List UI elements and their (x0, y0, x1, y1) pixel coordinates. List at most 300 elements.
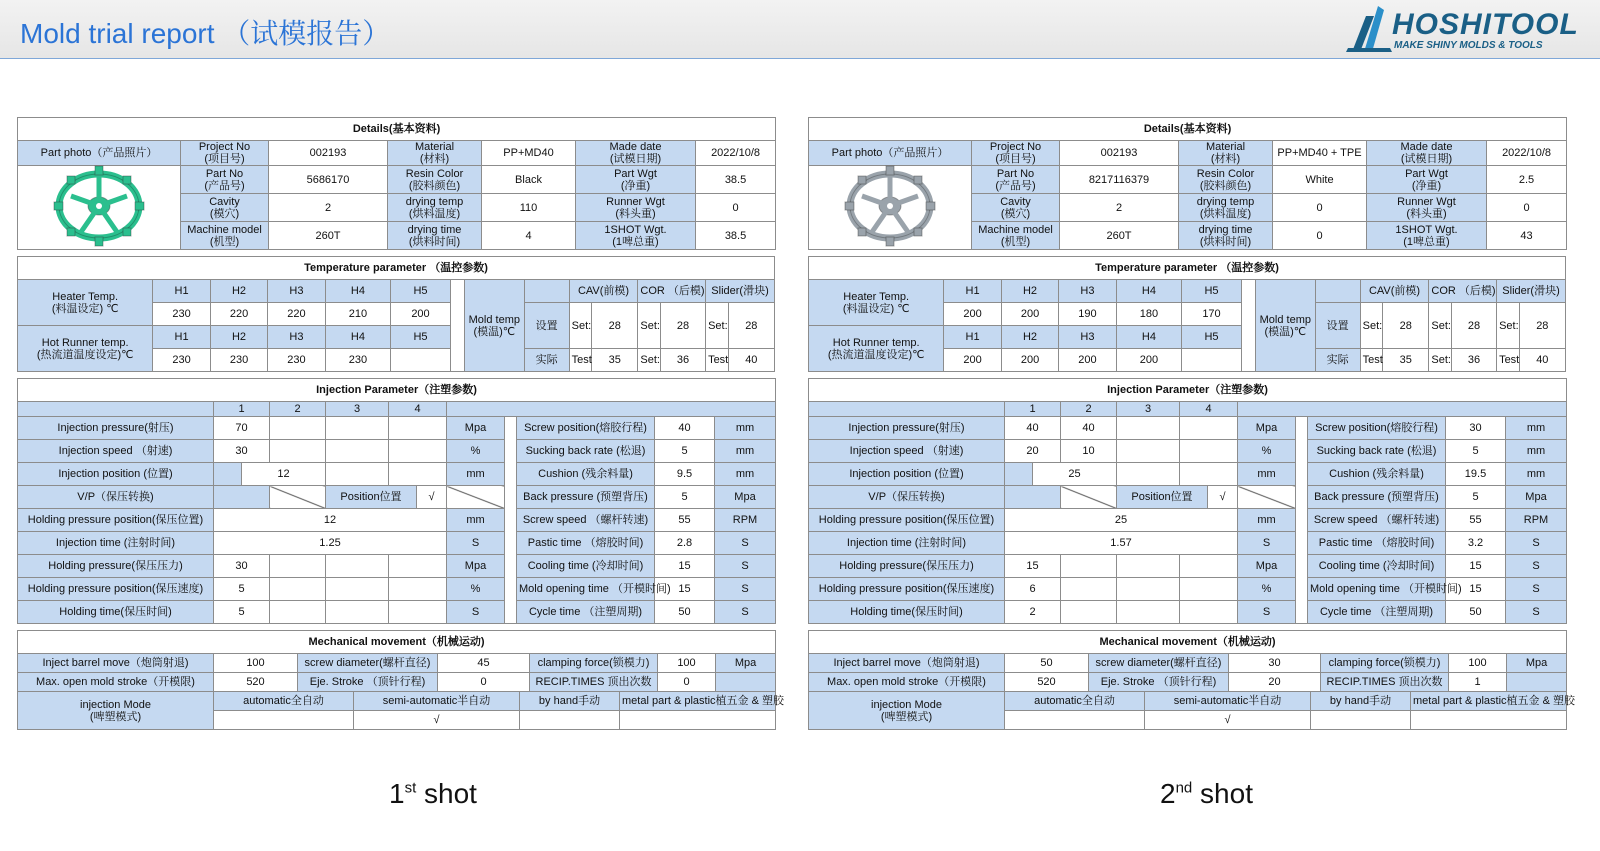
slider-test-label: Test (706, 349, 729, 372)
max-open-value: 520 (214, 673, 298, 692)
mode-hand-label: by hand手动 (1311, 692, 1411, 711)
hold-pos-unit: mm (1238, 509, 1296, 532)
inj-pressure-label: Injection pressure(射压) (809, 417, 1005, 440)
vp-label: V/P（保压转换) (809, 486, 1005, 509)
hold-time-label: Holding time(保压时间) (18, 601, 214, 624)
inj-pressure-3 (326, 417, 389, 440)
vp-check: √ (417, 486, 447, 509)
slider-actual-value: 40 (728, 349, 774, 372)
stage-2-header: 2 (1061, 402, 1117, 417)
open-time-unit: S (1506, 578, 1567, 601)
hold-time-3 (1117, 601, 1180, 624)
clamp-force-label: clamping force(锁模力) (1321, 654, 1449, 673)
resin-color-label: Resin Color (胶料颜色) (1179, 166, 1273, 194)
machine-model-label: Machine model (机型) (181, 222, 269, 250)
cor-header: COR （后模) (638, 280, 706, 303)
heater-h3-header: H3 (268, 280, 325, 303)
inj-mode-label: injection Mode (啤塑模式) (809, 692, 1005, 730)
clamp-force-label: clamping force(锁模力) (530, 654, 658, 673)
hold-pos-label: Holding pressure position(保压位置) (18, 509, 214, 532)
screw-pos-unit: mm (1506, 417, 1567, 440)
hold-pressure-unit: Mpa (1238, 555, 1296, 578)
inj-mode-label: injection Mode (啤塑模式) (18, 692, 214, 730)
cor-set-label: Set: (1429, 303, 1452, 349)
cor-actual-value: 36 (1451, 349, 1496, 372)
heater-temp-label: Heater Temp. (料温设定) ℃ (809, 280, 944, 326)
suck-back-value: 5 (1446, 440, 1506, 463)
mold-actual-label: 实际 (1315, 349, 1360, 372)
inj-position-3 (1180, 463, 1238, 486)
cav-header: CAV(前模) (569, 280, 638, 303)
hold-pressure-unit: Mpa (447, 555, 505, 578)
cor-set-label: Set: (638, 303, 661, 349)
resin-color-label: Resin Color (胶料颜色) (388, 166, 482, 194)
hot-runner-h5-header: H5 (1182, 326, 1241, 349)
stage-header-blank (18, 402, 214, 417)
mode-hand-check (520, 711, 620, 730)
hot-runner-h2-value: 230 (210, 349, 267, 372)
inj-speed-3 (1117, 440, 1180, 463)
drying-time-label: drying time (烘料时间) (388, 222, 482, 250)
hold-pressure-1: 30 (214, 555, 270, 578)
runner-wgt-label: Runner Wgt (料头重) (576, 194, 696, 222)
suck-back-value: 5 (655, 440, 715, 463)
cooling-time-label: Cooling time (冷却时间) (517, 555, 655, 578)
inj-spacer (1296, 417, 1308, 624)
hot-runner-h3-header: H3 (268, 326, 325, 349)
mode-auto-check (214, 711, 354, 730)
inj-pressure-4 (389, 417, 447, 440)
inj-speed-1: 30 (214, 440, 270, 463)
open-time-value: 15 (655, 578, 715, 601)
screw-pos-label: Screw position(熔胶行程) (1308, 417, 1446, 440)
part-photo-label: Part photo（产品照片） (809, 141, 972, 166)
stage-4-header: 4 (1180, 402, 1238, 417)
stage-header-rest (1238, 402, 1567, 417)
plastic-time-value: 3.2 (1446, 532, 1506, 555)
hot-runner-h4-header: H4 (325, 326, 391, 349)
cooling-time-value: 15 (655, 555, 715, 578)
heater-h4-header: H4 (325, 280, 391, 303)
heater-h2-value: 200 (1001, 303, 1058, 326)
hot-runner-h4-header: H4 (1116, 326, 1182, 349)
recip-label: RECIP.TIMES 顶出次数 (530, 673, 658, 692)
drying-time-value: 4 (482, 222, 576, 250)
brand-tagline: MAKE SHINY MOLDS & TOOLS (1394, 40, 1543, 51)
screw-dia-label: screw diameter(螺杆直径) (298, 654, 438, 673)
inj-pressure-1: 70 (214, 417, 270, 440)
hold-speed-label: Holding pressure position(保压速度) (18, 578, 214, 601)
mold-temp-label: Mold temp (模温)℃ (465, 280, 524, 372)
vp-diagonal-cell (270, 486, 326, 509)
recip-label: RECIP.TIMES 顶出次数 (1321, 673, 1449, 692)
hot-runner-h1-header: H1 (944, 326, 1001, 349)
hold-pressure-3 (326, 555, 389, 578)
mode-auto-label: automatic全自动 (1005, 692, 1145, 711)
inj-position-3 (389, 463, 447, 486)
cav-actual-value: 35 (592, 349, 638, 372)
screw-pos-unit: mm (715, 417, 776, 440)
cor-header: COR （后模) (1429, 280, 1497, 303)
heater-h1-header: H1 (944, 280, 1001, 303)
machine-model-value: 260T (269, 222, 388, 250)
mode-metal-label: metal part & plastic植五金 & 塑胶 (620, 692, 776, 711)
vp-position-label: Position位置 (1117, 486, 1208, 509)
plastic-time-unit: S (715, 532, 776, 555)
part-wgt-value: 38.5 (696, 166, 776, 194)
runner-wgt-label: Runner Wgt (料头重) (1367, 194, 1487, 222)
stage-header-blank (809, 402, 1005, 417)
hold-pressure-label: Holding pressure(保压压力) (809, 555, 1005, 578)
inj-speed-3 (326, 440, 389, 463)
mold-temp-label: Mold temp (模温)℃ (1256, 280, 1315, 372)
shot-wgt-value: 43 (1487, 222, 1567, 250)
cycle-time-unit: S (1506, 601, 1567, 624)
material-value: PP+MD40 + TPE (1273, 141, 1367, 166)
back-pressure-value: 5 (1446, 486, 1506, 509)
heater-h1-value: 230 (153, 303, 210, 326)
hold-time-unit: S (1238, 601, 1296, 624)
eje-stroke-label: Eje. Stroke （顶针行程) (298, 673, 438, 692)
back-pressure-unit: Mpa (715, 486, 776, 509)
temp-spacer (450, 280, 464, 372)
inj-position-2 (326, 463, 389, 486)
cor-actual-value: 36 (660, 349, 705, 372)
inj-time-value: 1.25 (214, 532, 447, 555)
part-photo (18, 166, 181, 250)
resin-color-value: White (1273, 166, 1367, 194)
screw-speed-unit: RPM (715, 509, 776, 532)
max-open-label: Max. open mold stroke（开模限) (18, 673, 214, 692)
part-no-label: Part No (产品号) (972, 166, 1060, 194)
heater-h4-value: 210 (325, 303, 391, 326)
cav-header: CAV(前模) (1360, 280, 1429, 303)
slider-set-value: 28 (1519, 303, 1565, 349)
cooling-time-unit: S (715, 555, 776, 578)
inj-position-unit: mm (447, 463, 505, 486)
stage-1-header: 1 (1005, 402, 1061, 417)
open-time-value: 15 (1446, 578, 1506, 601)
details-section-title: Details(基本资料) (18, 118, 776, 141)
heater-h5-value: 200 (391, 303, 450, 326)
recip-unit (716, 673, 776, 692)
resin-color-value: Black (482, 166, 576, 194)
mode-auto-check (1005, 711, 1145, 730)
temp-spacer (1241, 280, 1255, 372)
back-pressure-value: 5 (655, 486, 715, 509)
clamp-force-value: 100 (658, 654, 716, 673)
injection-section-title: Injection Parameter（注塑参数) (809, 379, 1567, 402)
screw-speed-value: 55 (1446, 509, 1506, 532)
screw-pos-label: Screw position(熔胶行程) (517, 417, 655, 440)
trial-sheet-table (17, 117, 776, 250)
material-value: PP+MD40 (482, 141, 576, 166)
cav-test-label: Test (569, 349, 592, 372)
project-no-label: Project No (项目号) (181, 141, 269, 166)
plastic-time-label: Pastic time （熔胶时间) (1308, 532, 1446, 555)
page-title: Mold trial report （试模报告） (20, 18, 391, 49)
hot-runner-h3-header: H3 (1059, 326, 1116, 349)
mold-set-label: 设置 (1315, 303, 1360, 349)
inj-spacer (505, 417, 517, 624)
hold-speed-unit: % (1238, 578, 1296, 601)
hold-time-4 (389, 601, 447, 624)
vp-position-label: Position位置 (326, 486, 417, 509)
vp-pad (214, 486, 270, 509)
injection-section-title: Injection Parameter（注塑参数) (18, 379, 776, 402)
mode-hand-label: by hand手动 (520, 692, 620, 711)
max-open-value: 520 (1005, 673, 1089, 692)
suck-back-label: Sucking back rate (松退) (1308, 440, 1446, 463)
drying-time-label: drying time (烘料时间) (1179, 222, 1273, 250)
hold-speed-2 (1061, 578, 1117, 601)
screw-dia-label: screw diameter(螺杆直径) (1089, 654, 1229, 673)
drying-temp-value: 0 (1273, 194, 1367, 222)
suck-back-unit: mm (715, 440, 776, 463)
inj-pressure-2 (270, 417, 326, 440)
temperature-table (808, 256, 1566, 372)
mode-semi-check: √ (354, 711, 520, 730)
screw-speed-label: Screw speed （螺杆转速) (517, 509, 655, 532)
cushion-label: Cushion (残余料量) (1308, 463, 1446, 486)
machine-model-value: 260T (1060, 222, 1179, 250)
hold-pos-value: 25 (1005, 509, 1238, 532)
inj-pressure-4 (1180, 417, 1238, 440)
screw-speed-value: 55 (655, 509, 715, 532)
mode-semi-label: semi-automatic半自动 (1145, 692, 1311, 711)
hoshitool-logo (1344, 2, 1584, 54)
cycle-time-unit: S (715, 601, 776, 624)
inj-speed-1: 20 (1005, 440, 1061, 463)
part-wgt-label: Part Wgt (净重) (576, 166, 696, 194)
hold-pos-label: Holding pressure position(保压位置) (809, 509, 1005, 532)
hold-time-2 (270, 601, 326, 624)
hot-runner-h2-value: 200 (1001, 349, 1058, 372)
made-date-label: Made date (试模日期) (576, 141, 696, 166)
part-no-value: 5686170 (269, 166, 388, 194)
slider-test-label: Test (1497, 349, 1520, 372)
back-pressure-unit: Mpa (1506, 486, 1567, 509)
cor-test-label: Set: (638, 349, 661, 372)
made-date-value: 2022/10/8 (696, 141, 776, 166)
back-pressure-label: Back pressure (预塑背压) (1308, 486, 1446, 509)
shot-wgt-label: 1SHOT Wgt. (1啤总重) (576, 222, 696, 250)
cavity-value: 2 (269, 194, 388, 222)
report-sheet-2nd-shot (808, 117, 1575, 745)
max-open-label: Max. open mold stroke（开模限) (809, 673, 1005, 692)
inj-speed-unit: % (447, 440, 505, 463)
plastic-time-label: Pastic time （熔胶时间) (517, 532, 655, 555)
inj-position-pad (214, 463, 242, 486)
hold-time-4 (1180, 601, 1238, 624)
drying-time-value: 0 (1273, 222, 1367, 250)
heater-h4-value: 180 (1116, 303, 1182, 326)
inj-position-unit: mm (1238, 463, 1296, 486)
cav-set-label: Set: (569, 303, 592, 349)
drying-temp-value: 110 (482, 194, 576, 222)
injection-table (808, 378, 1567, 624)
injection-table (17, 378, 776, 624)
cushion-label: Cushion (残余料量) (517, 463, 655, 486)
cav-actual-value: 35 (1383, 349, 1429, 372)
screw-pos-value: 40 (655, 417, 715, 440)
hot-runner-h5-value (1182, 349, 1241, 372)
suck-back-unit: mm (1506, 440, 1567, 463)
runner-wgt-value: 0 (696, 194, 776, 222)
part-no-label: Part No (产品号) (181, 166, 269, 194)
inj-position-label: Injection position (位置) (809, 463, 1005, 486)
hold-speed-1: 5 (214, 578, 270, 601)
mode-hand-check (1311, 711, 1411, 730)
inj-time-label: Injection time (注射时间) (809, 532, 1005, 555)
inj-barrel-value: 100 (214, 654, 298, 673)
recip-value: 1 (1449, 673, 1507, 692)
part-wgt-value: 2.5 (1487, 166, 1567, 194)
vp-diagonal-unit (447, 486, 505, 509)
hold-speed-label: Holding pressure position(保压速度) (809, 578, 1005, 601)
mechanical-table (808, 630, 1575, 730)
screw-speed-unit: RPM (1506, 509, 1567, 532)
hot-runner-h4-value: 200 (1116, 349, 1182, 372)
mode-semi-check: √ (1145, 711, 1311, 730)
heater-h5-value: 170 (1182, 303, 1241, 326)
clamp-force-value: 100 (1449, 654, 1507, 673)
heater-h3-header: H3 (1059, 280, 1116, 303)
mode-semi-label: semi-automatic半自动 (354, 692, 520, 711)
inj-barrel-label: Inject barrel move（炮筒射退) (809, 654, 1005, 673)
cav-set-value: 28 (1383, 303, 1429, 349)
logo-mark-icon (1344, 2, 1394, 54)
temperature-section-title: Temperature parameter （温控参数) (18, 257, 775, 280)
slider-set-label: Set: (706, 303, 729, 349)
project-no-value: 002193 (269, 141, 388, 166)
eje-stroke-label: Eje. Stroke （顶针行程) (1089, 673, 1229, 692)
runner-wgt-value: 0 (1487, 194, 1567, 222)
inj-position-1: 25 (1033, 463, 1117, 486)
inj-pressure-3 (1117, 417, 1180, 440)
screw-dia-value: 45 (438, 654, 530, 673)
eje-stroke-value: 0 (438, 673, 530, 692)
vp-label: V/P（保压转换) (18, 486, 214, 509)
cavity-value: 2 (1060, 194, 1179, 222)
back-pressure-label: Back pressure (预塑背压) (517, 486, 655, 509)
inj-time-label: Injection time (注射时间) (18, 532, 214, 555)
inj-speed-4 (1180, 440, 1238, 463)
hold-speed-3 (326, 578, 389, 601)
hold-time-label: Holding time(保压时间) (809, 601, 1005, 624)
recip-value: 0 (658, 673, 716, 692)
hot-runner-h5-value (391, 349, 450, 372)
hold-pressure-2 (1061, 555, 1117, 578)
mold-temp-blank (1315, 280, 1360, 303)
part-photo-label: Part photo（产品照片） (18, 141, 181, 166)
made-date-label: Made date (试模日期) (1367, 141, 1487, 166)
inj-speed-2: 10 (1061, 440, 1117, 463)
slider-set-value: 28 (728, 303, 774, 349)
hot-runner-label: Hot Runner temp. (热流道温度设定)℃ (809, 326, 944, 372)
trial-sheet-table (808, 117, 1567, 250)
mechanical-section-title: Mechanical movement（机械运动) (809, 631, 1567, 654)
inj-speed-unit: % (1238, 440, 1296, 463)
hot-runner-h1-header: H1 (153, 326, 210, 349)
inj-speed-label: Injection speed （射速) (809, 440, 1005, 463)
cor-set-value: 28 (660, 303, 705, 349)
hold-speed-4 (1180, 578, 1238, 601)
hold-time-unit: S (447, 601, 505, 624)
plastic-time-unit: S (1506, 532, 1567, 555)
screw-pos-value: 30 (1446, 417, 1506, 440)
heater-h3-value: 220 (268, 303, 325, 326)
heater-h4-header: H4 (1116, 280, 1182, 303)
plastic-time-value: 2.8 (655, 532, 715, 555)
shot-wgt-value: 38.5 (696, 222, 776, 250)
heater-h1-header: H1 (153, 280, 210, 303)
open-time-unit: S (715, 578, 776, 601)
hot-runner-h1-value: 200 (944, 349, 1001, 372)
stage-3-header: 3 (326, 402, 389, 417)
hold-time-2 (1061, 601, 1117, 624)
slider-header: Slider(滑块) (1497, 280, 1566, 303)
heater-temp-label: Heater Temp. (料温设定) ℃ (18, 280, 153, 326)
screw-dia-value: 30 (1229, 654, 1321, 673)
cycle-time-value: 50 (1446, 601, 1506, 624)
hold-pressure-1: 15 (1005, 555, 1061, 578)
hold-pressure-2 (270, 555, 326, 578)
mechanical-table (17, 630, 784, 730)
material-label: Material (材料) (1179, 141, 1273, 166)
inj-pressure-unit: Mpa (1238, 417, 1296, 440)
heater-h3-value: 190 (1059, 303, 1116, 326)
inj-position-pad (1005, 463, 1033, 486)
temperature-table (17, 256, 775, 372)
open-time-label: Mold opening time （开模时间) (517, 578, 655, 601)
mechanical-section-title: Mechanical movement（机械运动) (18, 631, 776, 654)
hot-runner-h2-header: H2 (1001, 326, 1058, 349)
vp-diagonal-unit (1238, 486, 1296, 509)
suck-back-label: Sucking back rate (松退) (517, 440, 655, 463)
inj-pressure-unit: Mpa (447, 417, 505, 440)
mode-metal-check (1411, 711, 1567, 730)
vp-diagonal-cell (1061, 486, 1117, 509)
heater-h5-header: H5 (391, 280, 450, 303)
material-label: Material (材料) (388, 141, 482, 166)
hold-time-3 (326, 601, 389, 624)
inj-position-1: 12 (242, 463, 326, 486)
hot-runner-h2-header: H2 (210, 326, 267, 349)
part-photo-icon (845, 166, 935, 246)
stage-header-rest (447, 402, 776, 417)
recip-unit (1507, 673, 1567, 692)
slider-actual-value: 40 (1519, 349, 1565, 372)
inj-barrel-label: Inject barrel move（炮筒射退) (18, 654, 214, 673)
heater-h5-header: H5 (1182, 280, 1241, 303)
hold-speed-unit: % (447, 578, 505, 601)
inj-pressure-label: Injection pressure(射压) (18, 417, 214, 440)
stage-3-header: 3 (1117, 402, 1180, 417)
brand-name: HOSHITOOL (1392, 8, 1579, 41)
hot-runner-h3-value: 200 (1059, 349, 1116, 372)
mold-temp-blank (524, 280, 569, 303)
details-section-title: Details(基本资料) (809, 118, 1567, 141)
stage-1-header: 1 (214, 402, 270, 417)
part-photo (809, 166, 972, 250)
project-no-label: Project No (项目号) (972, 141, 1060, 166)
vp-pad (1005, 486, 1061, 509)
made-date-value: 2022/10/8 (1487, 141, 1567, 166)
cycle-time-label: Cycle time （注塑周期) (517, 601, 655, 624)
project-no-value: 002193 (1060, 141, 1179, 166)
hold-time-1: 2 (1005, 601, 1061, 624)
